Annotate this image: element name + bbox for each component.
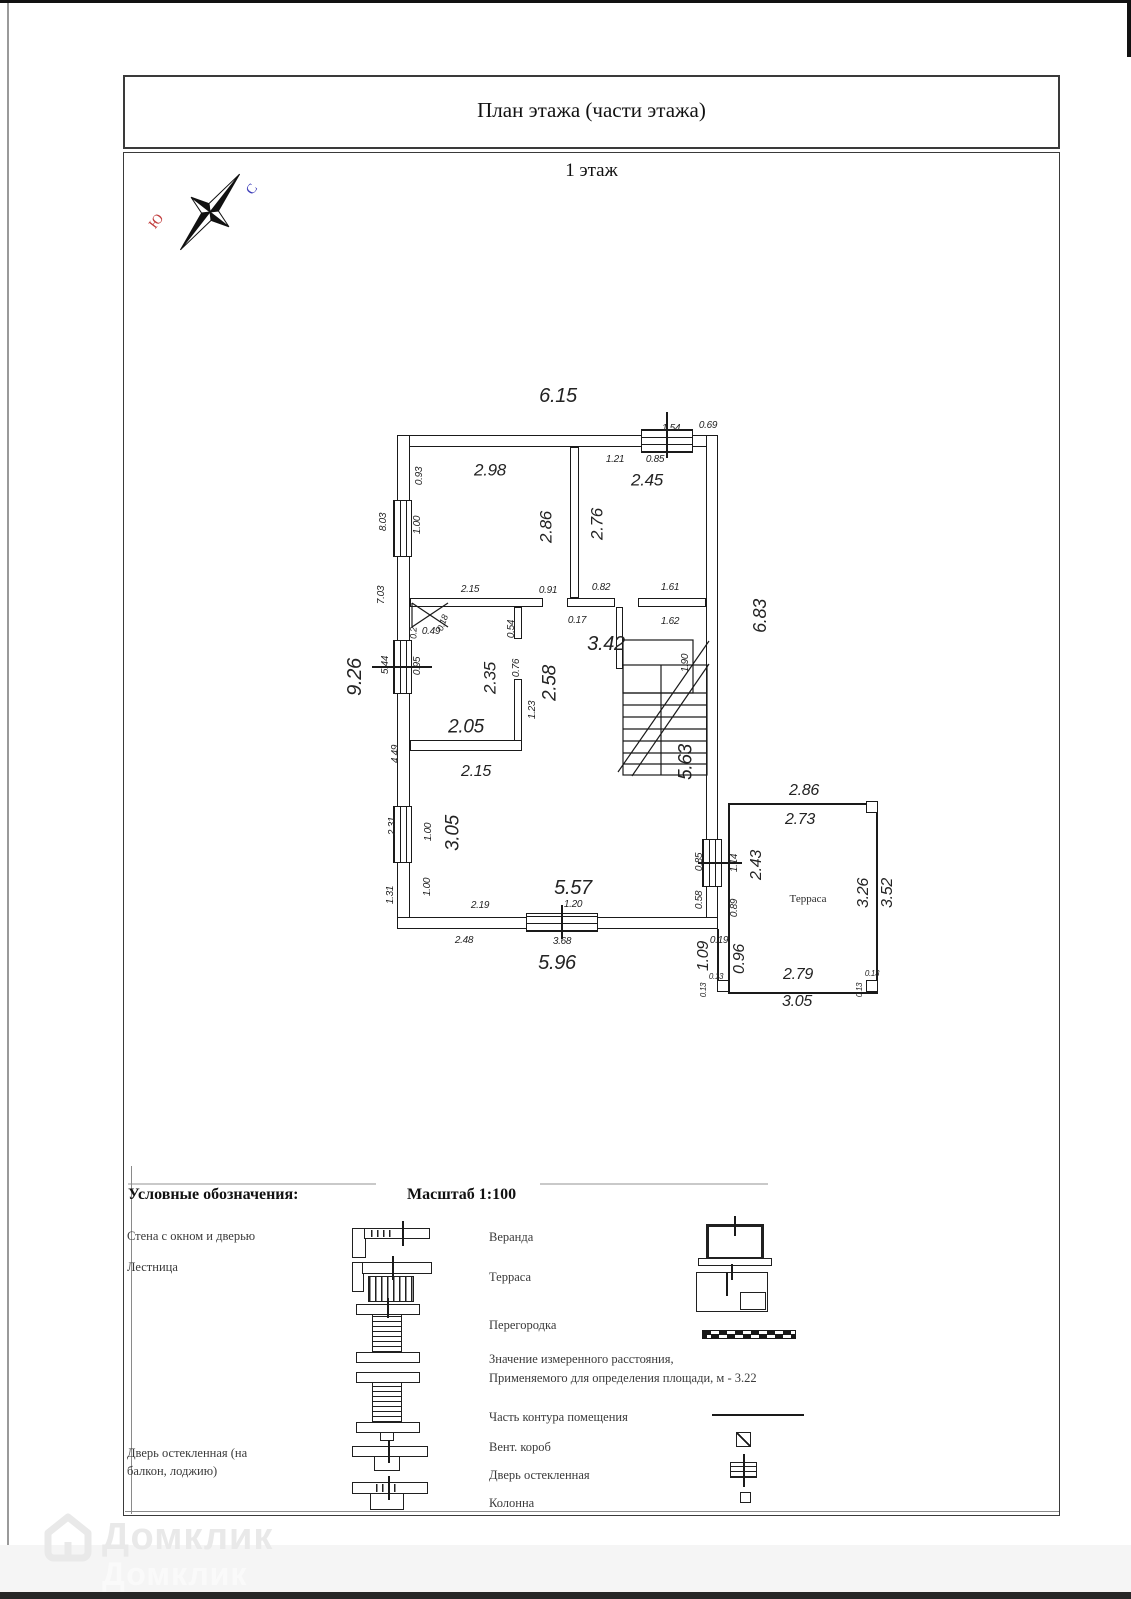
legend-vent-duct-symbol [736,1432,751,1447]
dimension-label: 0.96 [731,944,748,974]
dimension-label: 0.85 [694,852,705,872]
dimension-label: 2.76 [587,508,607,540]
compass-rose-icon [160,162,260,262]
dimension-label: 2.79 [783,966,813,983]
dimension-label: 3.42 [587,633,625,655]
dimension-label: 2.31 [387,816,398,836]
dimension-label: 0.54 [506,619,517,639]
dimension-label: 1.14 [729,853,740,873]
legend-item-label: Колонна [489,1496,535,1510]
dimension-label: 2.15 [460,584,480,595]
dimension-label: 2.35 [480,662,500,694]
dimension-label: 0.89 [729,898,740,918]
dimension-label: 4.49 [390,744,401,764]
dimension-label: 0.2 [408,627,419,639]
dimension-label: 2.58 [539,665,561,701]
dimension-label: 0.58 [694,890,705,910]
compass-north-label: С [243,181,262,198]
dimension-label: 1.00 [412,515,423,535]
dimension-label: 0.17 [567,615,587,626]
legend-item-label: Стена с окном и дверью [127,1229,256,1243]
legend-item-label: Применяемого для определения площади, м - 3.22 [489,1371,757,1385]
compass-south-label: Ю [146,211,168,232]
dimension-label: 0.82 [591,582,611,593]
dimension-label: 5.44 [380,655,391,675]
dimension-label: 3.68 [552,936,572,947]
dimension-label: 0.18 [435,613,451,633]
dimension-label: 0.95 [412,656,423,676]
dimension-label: 5.96 [538,952,576,974]
dimension-label: 0.76 [511,658,522,678]
dimension-label: 1.54 [661,423,681,434]
dimension-label: 0.13 [864,969,880,978]
dimension-label: 1.61 [660,582,680,593]
legend-column-symbol [740,1492,751,1503]
dimension-label: 1.23 [527,700,538,720]
watermark-text: Домклик [102,1516,274,1558]
dimension-label: 3.52 [879,878,896,908]
dimension-label: 2.86 [789,782,819,799]
dimension-label: 8.03 [378,512,389,532]
page-title: План этажа (части этажа) [477,98,706,122]
dimension-label: 2.86 [536,511,556,543]
dimension-label: 1.31 [385,885,396,905]
legend-item-label: Значение измеренного расстояния, [489,1352,674,1366]
terrace-room-label: Терраса [789,893,827,905]
legend-item-label: Веранда [489,1230,534,1244]
dimension-label: 0.13 [855,982,864,998]
legend-contour-line-symbol [712,1414,804,1416]
dimension-label: 3.05 [442,815,464,851]
dimension-label: 1.21 [605,454,625,465]
legend-item-label: Часть контура помещения [489,1410,628,1424]
legend-item-label: Перегородка [489,1318,557,1332]
dimension-label: 6.83 [750,599,770,633]
bottom-bar [0,1592,1131,1599]
dimension-label: 1.20 [563,899,583,910]
stairs-and-doors-overlay [380,420,910,1020]
legend-item-label: Вент. короб [489,1440,551,1454]
box-inner-line [131,1166,132,1514]
dimension-label: 5.63 [675,744,697,780]
legend-divider-line [540,1183,768,1185]
legend-header: Условные обозначения: [128,1186,299,1203]
dimension-label: 0.93 [414,466,425,486]
floor-subtitle: 1 этаж [565,160,618,181]
dimension-label: 0.19 [709,935,729,946]
box-inner-line [125,1511,1059,1512]
dimension-label: 1.62 [660,616,680,627]
legend-item-label: Лестница [127,1260,178,1274]
dimension-label: 2.43 [748,850,765,880]
dimension-label: 5.57 [554,877,592,899]
dimension-label: 2.15 [461,763,491,780]
dimension-label: 0.13 [708,972,724,981]
legend-item-label: балкон, лоджию) [127,1464,218,1478]
dimension-label: 2.05 [448,716,484,738]
page-top-border [0,0,1131,3]
legend-item-label: Дверь остекленная (на [127,1446,248,1460]
dimension-label: 3.26 [855,878,872,908]
dimension-label: 1.00 [423,822,434,842]
dimension-label: 6.15 [539,385,577,407]
dimension-label: 1.09 [695,941,712,971]
dimension-label: 0.91 [538,585,558,596]
legend-item-label: Дверь остекленная [489,1468,590,1482]
dimension-label: 0.85 [645,454,665,465]
legend-item-label: Терраса [489,1270,532,1284]
dimension-label: 0.13 [699,982,708,998]
dimension-label: 9.26 [344,658,366,696]
dimension-label: 1.90 [680,653,691,673]
legend-scale-label: Масштаб 1:100 [407,1186,517,1203]
dimension-label: 0.69 [698,420,718,431]
dimension-label: 7.03 [376,585,387,605]
dimension-label: 1.00 [422,877,433,897]
dimension-label: 3.05 [782,993,812,1010]
dimension-label: 2.45 [631,470,663,490]
dimension-label: 2.19 [470,900,490,911]
dimension-label: 2.73 [785,811,815,828]
page-left-border [7,3,9,1592]
legend-divider-line [128,1183,376,1185]
dimension-label: 0.49 [421,626,441,637]
dimension-label: 2.48 [454,935,474,946]
domclick-house-icon [42,1512,94,1564]
watermark-text-bottom: Домклик [102,1556,248,1592]
dimension-label: 2.98 [474,460,506,480]
page-right-border [1127,0,1131,57]
